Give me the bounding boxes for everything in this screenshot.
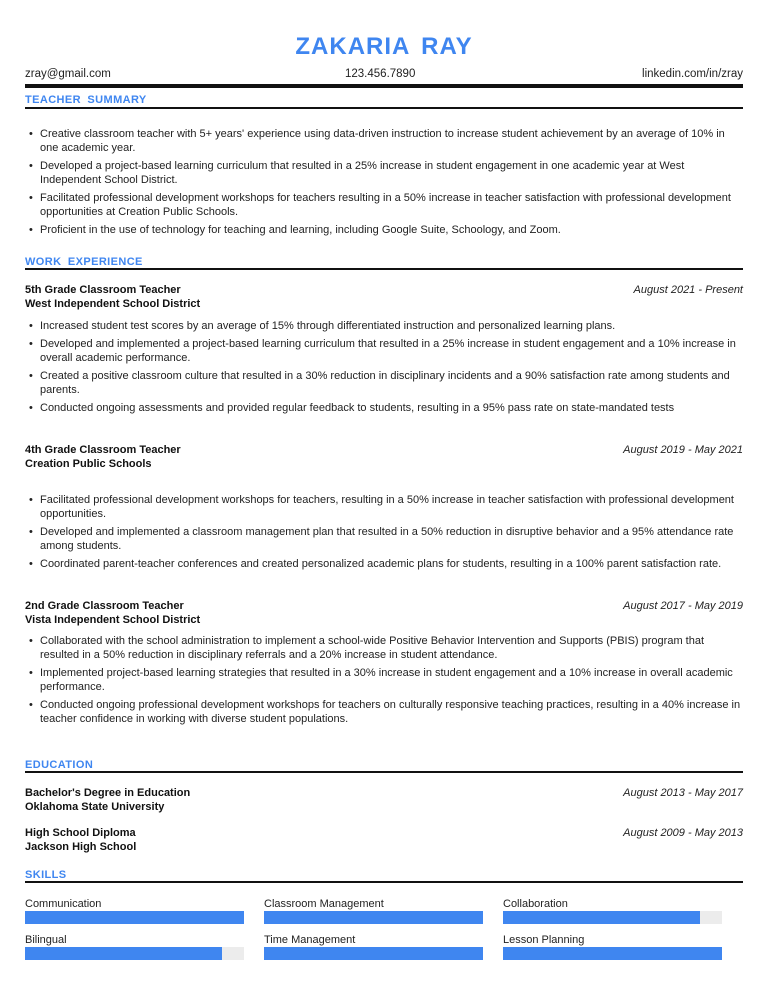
- header-divider: [25, 84, 743, 88]
- skills-divider: [25, 881, 743, 883]
- education-divider: [25, 771, 743, 773]
- job-bullets: [25, 319, 743, 419]
- skill-classroom-management: [264, 897, 483, 924]
- skill-lesson-planning: [503, 933, 722, 960]
- contact-row: [25, 68, 743, 84]
- linkedin-text: linkedin.com/in/zray: [642, 68, 743, 80]
- job-bullets: [25, 493, 743, 575]
- phone-text: 123.456.7890: [345, 68, 416, 80]
- list-item: • Creative classroom teacher with 5+ years' experience using data-driven instruction to increase student achievement by an average of 10% in one academic year.: [29, 128, 725, 154]
- skill-bar-fill: [264, 911, 483, 924]
- list-item: • Created a positive classroom culture that resulted in a 30% reduction in disciplinary incidents and a 90% satisfaction rate among students and parents.: [29, 370, 730, 396]
- skill-time-management: [264, 933, 483, 960]
- job-organization: Vista Independent School District: [25, 614, 201, 626]
- job-dates: August 2021 - Present: [633, 284, 743, 296]
- list-item: • Developed and implemented a classroom management plan that resulted in a 50% reduction in disruptive behavior and a 95% attendance rate among students.: [29, 526, 734, 552]
- job-bullets: [25, 634, 743, 730]
- skill-bar-fill: [503, 947, 722, 960]
- skill-bar-fill: [264, 947, 483, 960]
- school-name: Oklahoma State University: [25, 801, 165, 813]
- skill-bilingual: [25, 933, 244, 960]
- job-dates: August 2017 - May 2019: [623, 600, 743, 612]
- job-dates: August 2019 - May 2021: [623, 444, 743, 456]
- skills-heading: SKILLS: [25, 869, 67, 881]
- skill-bar-track: [503, 911, 722, 924]
- education-heading: EDUCATION: [25, 759, 94, 771]
- skill-communication: [25, 897, 244, 924]
- job-title: 4th Grade Classroom Teacher: [25, 444, 181, 456]
- skill-label: Lesson Planning: [503, 934, 585, 946]
- degree-title: High School Diploma: [25, 827, 136, 839]
- list-item: • Coordinated parent-teacher conferences and created personalized academic plans for students, resulting in a 100% parent satisfaction rate.: [29, 558, 722, 570]
- candidate-name: ZAKARIA RAY: [295, 33, 473, 60]
- skill-bar-track: [264, 911, 483, 924]
- skill-label: Bilingual: [25, 934, 67, 946]
- list-item: • Developed a project-based learning curriculum that resulted in a 25% increase in student engagement in one academic year at West Independent School District.: [29, 160, 685, 186]
- skill-bar-fill: [25, 911, 244, 924]
- summary-heading: TEACHER SUMMARY: [25, 94, 147, 106]
- job-organization: Creation Public Schools: [25, 458, 152, 470]
- list-item: • Facilitated professional development workshops for teachers resulting in a 50% increase in teacher satisfaction with professional development opportunities at Creation Public Schools.: [29, 192, 731, 218]
- job-title: 5th Grade Classroom Teacher: [25, 284, 181, 296]
- list-item: • Increased student test scores by an average of 15% through differentiated instruction and personalized learning plans.: [29, 320, 616, 332]
- summary-list: [25, 127, 743, 241]
- skill-label: Collaboration: [503, 898, 568, 910]
- summary-divider: [25, 107, 743, 109]
- job-title: 2nd Grade Classroom Teacher: [25, 600, 184, 612]
- list-item: • Facilitated professional development workshops for teachers, resulting in a 50% increase in teacher satisfaction with professional development opportunities.: [29, 494, 734, 520]
- list-item: • Implemented project-based learning strategies that resulted in a 30% increase in student engagement and a 10% increase in overall academic performance.: [29, 667, 733, 693]
- list-item: • Proficient in the use of technology for teaching and learning, including Google Suite, Schoology, and Zoom.: [29, 224, 561, 236]
- experience-heading: WORK EXPERIENCE: [25, 256, 143, 268]
- experience-divider: [25, 268, 743, 270]
- skill-bar-fill: [503, 911, 700, 924]
- job-organization: West Independent School District: [25, 298, 201, 310]
- skill-bar-track: [25, 947, 244, 960]
- list-item: • Conducted ongoing professional development workshops for teachers on culturally responsive teaching practices, resulting in a 40% increase in teacher confidence in working with diverse student populations.: [29, 699, 741, 725]
- degree-title: Bachelor's Degree in Education: [25, 787, 191, 799]
- list-item: • Collaborated with the school administration to implement a school-wide Positive Behavior Intervention and Supports (PBIS) program that resulted in a 50% reduction in disciplinary referrals and a 20% increase in student attendance.: [29, 635, 705, 661]
- skill-collaboration: [503, 897, 722, 924]
- skill-label: Classroom Management: [264, 898, 384, 910]
- skill-label: Communication: [25, 898, 102, 910]
- list-item: • Conducted ongoing assessments and provided regular feedback to students, resulting in a 95% pass rate on state-mandated tests: [29, 402, 675, 414]
- skill-label: Time Management: [264, 934, 356, 946]
- school-name: Jackson High School: [25, 841, 137, 853]
- skill-bar-track: [264, 947, 483, 960]
- skill-bar-track: [25, 911, 244, 924]
- email-text: zray@gmail.com: [25, 68, 111, 80]
- list-item: • Developed and implemented a project-based learning curriculum that resulted in a 25% increase in student engagement and a 10% increase in overall academic performance.: [29, 338, 736, 364]
- education-dates: August 2013 - May 2017: [623, 787, 743, 799]
- skill-bar-track: [503, 947, 722, 960]
- education-dates: August 2009 - May 2013: [623, 827, 743, 839]
- skill-bar-fill: [25, 947, 222, 960]
